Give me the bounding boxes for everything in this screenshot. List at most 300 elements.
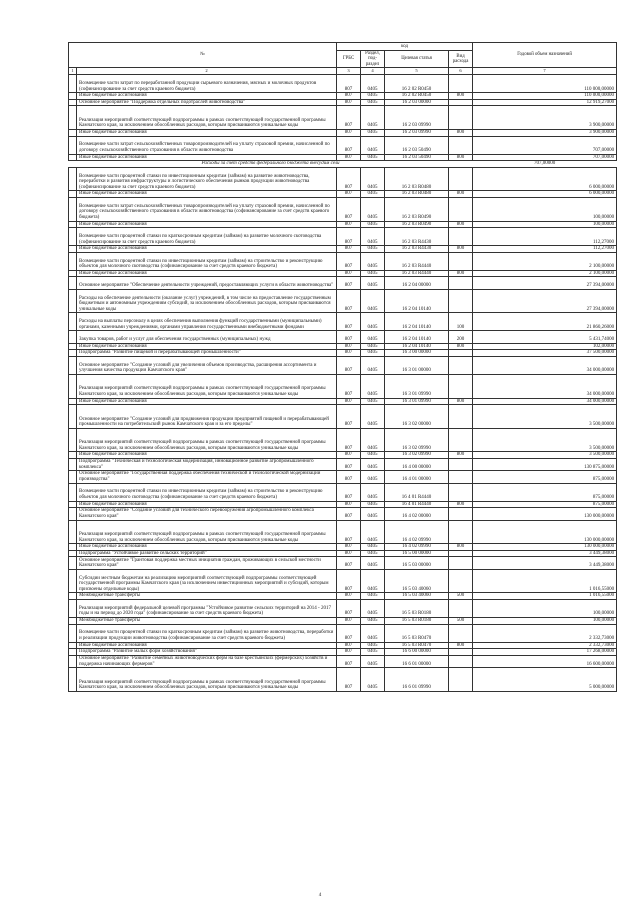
- row-csr: 16 2 03 R0480: [385, 167, 449, 191]
- row-razdel: 0405: [361, 501, 385, 508]
- row-grbs: 807: [337, 343, 361, 350]
- row-vr: [449, 289, 473, 313]
- row-grbs: 807: [337, 458, 361, 470]
- row-vr: [449, 228, 473, 246]
- row-grbs: 807: [337, 600, 361, 618]
- row-csr: 16 3 02 00000: [385, 405, 449, 429]
- table-row: [69, 550, 617, 557]
- row-index-cell: [69, 471, 77, 483]
- row-csr: 16 5 03 R0180: [385, 618, 449, 625]
- row-razdel: 0405: [361, 642, 385, 649]
- row-sum: 102,00000: [473, 343, 617, 350]
- row-name: Основное мероприятие "Грантовая поддержка местных инициатив граждан, проживающих в сельской местности Камчатского края": [77, 557, 337, 569]
- row-razdel: 0405: [361, 398, 385, 405]
- row-index-cell: [69, 246, 77, 253]
- row-index-cell: [69, 167, 77, 191]
- row-vr: 800: [449, 130, 473, 137]
- column-numbers-row: [69, 68, 617, 75]
- row-index-cell: [69, 508, 77, 520]
- row-razdel: 0405: [361, 246, 385, 253]
- row-csr: 16 2 04 10140: [385, 331, 449, 343]
- row-razdel: 0405: [361, 374, 385, 398]
- row-razdel: 0405: [361, 544, 385, 551]
- row-index-cell: [69, 99, 77, 106]
- row-csr: 16 3 02 09990: [385, 428, 449, 452]
- row-grbs: 807: [337, 313, 361, 331]
- row-name: Иные бюджетные ассигнования: [77, 398, 337, 405]
- row-index-cell: [69, 221, 77, 228]
- row-name: Возмещение части затрат по переработанной продукции сырьевого назначения, мясных и молочных продуктов (софинансирование за счет средств краевого бюджета): [77, 75, 337, 93]
- row-grbs: 807: [337, 252, 361, 270]
- row-razdel: 0405: [361, 93, 385, 100]
- row-grbs: 807: [337, 428, 361, 452]
- row-razdel: 0405: [361, 668, 385, 692]
- row-sum: 1 016,55000: [473, 569, 617, 593]
- row-csr: 16 2 03 50490: [385, 136, 449, 154]
- row-vr: 800: [449, 452, 473, 459]
- row-razdel: 0405: [361, 593, 385, 600]
- header-num: №: [69, 43, 337, 68]
- row-index-cell: [69, 154, 77, 161]
- row-razdel: 0405: [361, 508, 385, 520]
- row-name: Подпрограмма "Развитие малых форм хозяйствования": [77, 649, 337, 656]
- colnum: 5: [385, 68, 449, 75]
- row-index-cell: [69, 93, 77, 100]
- table-row: [69, 428, 617, 452]
- row-grbs: 807: [337, 221, 361, 228]
- table-row: [69, 136, 617, 154]
- row-grbs: 807: [337, 331, 361, 343]
- budget-table: [68, 42, 617, 692]
- row-sum: 34 000,00000: [473, 356, 617, 374]
- row-vr: 800: [449, 221, 473, 228]
- row-index-cell: [69, 668, 77, 692]
- row-name: Реализация мероприятий соответствующей подпрограммы в рамках соответствующей государственной программы Камчатского края, за исключением обособленных расходов, которым присваиваются уникальные коды: [77, 106, 337, 130]
- row-name: Закупка товаров, работ и услуг для обеспечения государственных (муниципальных) нужд: [77, 331, 337, 343]
- row-csr: 16 4 02 09990: [385, 544, 449, 551]
- row-grbs: 807: [337, 93, 361, 100]
- row-grbs: 807: [337, 642, 361, 649]
- row-sum: 110 000,00000: [473, 93, 617, 100]
- row-csr: 16 3 01 00000: [385, 356, 449, 374]
- row-name: Иные бюджетные ассигнования: [77, 343, 337, 350]
- row-csr: 16 6 01 00000: [385, 655, 449, 667]
- row-grbs: 807: [337, 655, 361, 667]
- row-name: Реализация мероприятий соответствующей подпрограммы в рамках соответствующей государственной программы Камчатского края, за исключением обособленных расходов, которым присваиваются уникальные коды: [77, 428, 337, 452]
- row-razdel: 0405: [361, 313, 385, 331]
- row-vr: [449, 557, 473, 569]
- row-sum: 21 860,26000: [473, 313, 617, 331]
- row-grbs: 807: [337, 289, 361, 313]
- row-razdel: 0405: [361, 550, 385, 557]
- header-csr: Целевая статья: [385, 51, 449, 68]
- header-grbs: ГРБС: [337, 51, 361, 68]
- row-vr: 800: [449, 544, 473, 551]
- row-razdel: 0405: [361, 75, 385, 93]
- table-row: [69, 374, 617, 398]
- row-grbs: 807: [337, 374, 361, 398]
- row-index-cell: [69, 350, 77, 357]
- row-name: Основное мероприятие "Развитие семейных животноводческих ферм на базе крестьянских (фермерских) хозяйств и поддержка начинающих фермеров": [77, 655, 337, 667]
- row-sum: 875,00000: [473, 501, 617, 508]
- table-row: [69, 154, 617, 161]
- row-index-cell: [69, 501, 77, 508]
- row-vr: [449, 483, 473, 501]
- row-sum: 3 900,00000: [473, 106, 617, 130]
- row-csr: 16 4 02 00000: [385, 508, 449, 520]
- row-sum: 37 500,00000: [473, 350, 617, 357]
- table-row: [69, 252, 617, 270]
- row-name: Возмещение части процентной ставки по инвестиционным кредитам (займам) на развитие животноводства, переработки и развития инфраструктуры и логистического обеспечения рынков продукции животноводства (софинансирование за счет средств краевого бюджета): [77, 167, 337, 191]
- row-grbs: 807: [337, 544, 361, 551]
- row-grbs: 807: [337, 99, 361, 106]
- row-index-cell: [69, 343, 77, 350]
- table-row: [69, 99, 617, 106]
- row-name: Возмещение части процентной ставки по краткосрочным кредитам (займам) на развитие молочного скотоводства (софинансирование за счет средств краевого бюджета): [77, 228, 337, 246]
- row-name: Иные бюджетные ассигнования: [77, 246, 337, 253]
- row-csr: 16 2 02 R0450: [385, 93, 449, 100]
- table-row: [69, 343, 617, 350]
- row-csr: 16 5 03 40060: [385, 569, 449, 593]
- row-sum: 2 100,00000: [473, 252, 617, 270]
- row-vr: [449, 356, 473, 374]
- table-row: [69, 228, 617, 246]
- row-sum: 6 000,00000: [473, 191, 617, 198]
- row-name: Иные бюджетные ассигнования: [77, 270, 337, 277]
- row-razdel: 0405: [361, 228, 385, 246]
- row-sum: 707,00000: [473, 154, 617, 161]
- note-text: Расходы за счет средств федерального бюджета внесудим сели: [69, 161, 473, 168]
- row-sum: 12 919,27000: [473, 99, 617, 106]
- row-grbs: 807: [337, 471, 361, 483]
- row-csr: 16 2 03 09990: [385, 130, 449, 137]
- row-sum: 34 000,00000: [473, 374, 617, 398]
- header-razdel: Раздел, под-раздел: [361, 51, 385, 68]
- row-vr: [449, 350, 473, 357]
- row-grbs: 807: [337, 398, 361, 405]
- colnum: 1: [69, 68, 77, 75]
- row-sum: 3 500,00000: [473, 405, 617, 429]
- row-sum: 130 000,00000: [473, 544, 617, 551]
- row-index-cell: [69, 289, 77, 313]
- row-name: Иные бюджетные ассигнования: [77, 544, 337, 551]
- row-name: Реализация мероприятий соответствующей подпрограммы в рамках соответствующей государственной программы Камчатского края, за исключением обособленных расходов, которым присваиваются уникальные коды: [77, 374, 337, 398]
- row-index-cell: [69, 228, 77, 246]
- row-razdel: 0405: [361, 483, 385, 501]
- row-index-cell: [69, 544, 77, 551]
- table-row: [69, 167, 617, 191]
- row-name: Иные бюджетные ассигнования: [77, 154, 337, 161]
- row-sum: 100,00000: [473, 618, 617, 625]
- row-razdel: 0405: [361, 649, 385, 656]
- row-index-cell: [69, 313, 77, 331]
- row-vr: [449, 136, 473, 154]
- row-grbs: 807: [337, 569, 361, 593]
- row-vr: [449, 520, 473, 544]
- table-row: [69, 458, 617, 470]
- table-row: [69, 93, 617, 100]
- row-vr: [449, 471, 473, 483]
- row-grbs: 807: [337, 270, 361, 277]
- row-csr: 16 6 01 09990: [385, 668, 449, 692]
- row-razdel: 0405: [361, 197, 385, 221]
- row-csr: 16 5 00 00000: [385, 550, 449, 557]
- row-name: Иные бюджетные ассигнования: [77, 130, 337, 137]
- row-grbs: 807: [337, 520, 361, 544]
- row-sum: 2 332,73000: [473, 642, 617, 649]
- row-name: Расходы на обеспечение деятельности (оказание услуг) учреждений, в том числе на предоставление государственным бюджетным и автономным учреждениям субсидий, за исключением обособленных расходов, которым присваиваются уникальные коды: [77, 289, 337, 313]
- row-csr: 16 5 03 40060: [385, 593, 449, 600]
- row-index-cell: [69, 550, 77, 557]
- row-csr: 16 2 04 10140: [385, 313, 449, 331]
- table-row: [69, 405, 617, 429]
- row-razdel: 0405: [361, 191, 385, 198]
- table-row: [69, 508, 617, 520]
- row-name: Межбюджетные трансферты: [77, 618, 337, 625]
- row-razdel: 0405: [361, 221, 385, 228]
- row-razdel: 0405: [361, 655, 385, 667]
- row-sum: 3 500,00000: [473, 452, 617, 459]
- row-csr: 16 5 03 R0470: [385, 624, 449, 642]
- row-razdel: 0405: [361, 99, 385, 106]
- row-vr: 800: [449, 191, 473, 198]
- row-csr: 16 2 03 R0480: [385, 191, 449, 198]
- row-index-cell: [69, 75, 77, 93]
- row-vr: 100: [449, 313, 473, 331]
- row-csr: 16 4 02 09990: [385, 520, 449, 544]
- row-name: Межбюджетные трансферты: [77, 593, 337, 600]
- row-name: Иные бюджетные ассигнования: [77, 501, 337, 508]
- row-name: Реализация мероприятий соответствующей подпрограммы в рамках соответствующей государственной программы Камчатского края, за исключением обособленных расходов, которым присваиваются уникальные коды: [77, 520, 337, 544]
- row-razdel: 0405: [361, 471, 385, 483]
- row-vr: 800: [449, 642, 473, 649]
- table-row: [69, 130, 617, 137]
- row-name: Основное мероприятие "Обеспечение деятельности учреждений, предоставляющих услуги в области животноводства": [77, 277, 337, 289]
- row-name: Возмещение части процентной ставки по инвестиционным кредитам (займам) на строительство и реконструкцию объектов для молочного скотоводства (софинансирование за счет средств краевого бюджета): [77, 252, 337, 270]
- row-sum: 130 000,00000: [473, 520, 617, 544]
- row-grbs: 807: [337, 356, 361, 374]
- row-index-cell: [69, 252, 77, 270]
- row-grbs: 807: [337, 452, 361, 459]
- row-sum: 707,00000: [473, 136, 617, 154]
- header-vr: Вид расхода: [449, 51, 473, 68]
- row-name: Возмещение части процентной ставки по краткосрочным кредитам (займам) на развитие животноводства, переработки и реализации продукции животноводства (софинансирование за счет средств краевого бюджета): [77, 624, 337, 642]
- row-csr: 16 6 00 00000: [385, 649, 449, 656]
- row-csr: 16 2 04 00000: [385, 277, 449, 289]
- row-razdel: 0405: [361, 343, 385, 350]
- row-vr: [449, 550, 473, 557]
- row-vr: [449, 252, 473, 270]
- row-vr: 200: [449, 331, 473, 343]
- row-grbs: 807: [337, 624, 361, 642]
- table-body: [69, 75, 617, 692]
- row-index-cell: [69, 130, 77, 137]
- row-sum: 875,00000: [473, 471, 617, 483]
- row-name: Реализация мероприятий федеральной целевой программы "Устойчивое развитие сельских территорий на 2014 - 2017 годы и на период до 2020 года" (софинансирование за счет средств краевого бюджета): [77, 600, 337, 618]
- row-csr: 16 2 04 10140: [385, 289, 449, 313]
- row-razdel: 0405: [361, 520, 385, 544]
- note-sum: 707,00000: [473, 161, 617, 168]
- row-grbs: 807: [337, 167, 361, 191]
- table-row: [69, 520, 617, 544]
- row-grbs: 807: [337, 228, 361, 246]
- row-vr: [449, 277, 473, 289]
- table-row: [69, 544, 617, 551]
- row-vr: [449, 668, 473, 692]
- row-vr: [449, 99, 473, 106]
- row-sum: 875,00000: [473, 483, 617, 501]
- table-row: [69, 471, 617, 483]
- document-page: [68, 42, 616, 692]
- row-vr: [449, 75, 473, 93]
- row-csr: 16 2 03 R0490: [385, 221, 449, 228]
- row-sum: 17 268,00000: [473, 649, 617, 656]
- row-name: Подпрограмма "Развитие пищевой и перерабатывающей промышленности": [77, 350, 337, 357]
- row-vr: [449, 374, 473, 398]
- row-name: Иные бюджетные ассигнования: [77, 642, 337, 649]
- row-index-cell: [69, 106, 77, 130]
- row-name: Подпрограмма "Устойчивое развитие сельских территорий": [77, 550, 337, 557]
- colnum: 3: [337, 68, 361, 75]
- row-csr: 16 2 04 10140: [385, 343, 449, 350]
- row-grbs: 807: [337, 154, 361, 161]
- row-name: Иные бюджетные ассигнования: [77, 221, 337, 228]
- row-vr: 800: [449, 270, 473, 277]
- row-vr: [449, 197, 473, 221]
- header-code: код: [337, 43, 473, 51]
- row-sum: 34 000,00000: [473, 398, 617, 405]
- row-grbs: 807: [337, 130, 361, 137]
- row-vr: [449, 508, 473, 520]
- row-sum: 3 900,00000: [473, 130, 617, 137]
- row-name: Иные бюджетные ассигнования: [77, 191, 337, 198]
- row-name: Возмещение части затрат сельскохозяйственных товаропроизводителей на уплату страховой премии, начисленной по договору сельскохозяйственного страхования в области животноводства (софинансирование за счет средств краевого бюджета): [77, 197, 337, 221]
- row-name: Возмещение части затрат сельскохозяйственных товаропроизводителей на уплату страховой премии, начисленной по договору сельскохозяйственного страхования в области животноводства: [77, 136, 337, 154]
- row-vr: 800: [449, 343, 473, 350]
- row-csr: 16 4 01 00000: [385, 471, 449, 483]
- row-csr: 16 3 00 00000: [385, 350, 449, 357]
- table-row: [69, 668, 617, 692]
- row-sum: 100,00000: [473, 600, 617, 618]
- row-index-cell: [69, 483, 77, 501]
- row-index-cell: [69, 374, 77, 398]
- row-index-cell: [69, 569, 77, 593]
- row-index-cell: [69, 356, 77, 374]
- row-sum: 3 449,38000: [473, 550, 617, 557]
- row-razdel: 0405: [361, 618, 385, 625]
- row-razdel: 0405: [361, 252, 385, 270]
- row-sum: 130 875,00000: [473, 458, 617, 470]
- row-name: Основное мероприятие "Государственная поддержка обеспечения технической и технологической модернизации производства": [77, 471, 337, 483]
- table-row: [69, 642, 617, 649]
- row-vr: [449, 428, 473, 452]
- row-vr: [449, 167, 473, 191]
- row-vr: [449, 569, 473, 593]
- row-razdel: 0405: [361, 289, 385, 313]
- row-index-cell: [69, 557, 77, 569]
- table-row: [69, 191, 617, 198]
- row-csr: 16 2 03 50490: [385, 154, 449, 161]
- row-csr: 16 2 03 R4440: [385, 270, 449, 277]
- table-row: [69, 313, 617, 331]
- row-index-cell: [69, 642, 77, 649]
- row-index-cell: [69, 270, 77, 277]
- row-razdel: 0405: [361, 405, 385, 429]
- row-razdel: 0405: [361, 106, 385, 130]
- row-razdel: 0405: [361, 428, 385, 452]
- row-index-cell: [69, 520, 77, 544]
- row-grbs: 807: [337, 277, 361, 289]
- row-csr: 16 2 03 R4440: [385, 252, 449, 270]
- row-sum: 3 449,38000: [473, 557, 617, 569]
- table-row: [69, 600, 617, 618]
- row-vr: [449, 624, 473, 642]
- row-grbs: 807: [337, 593, 361, 600]
- table-row: [69, 655, 617, 667]
- row-index-cell: [69, 655, 77, 667]
- table-row: [69, 649, 617, 656]
- row-csr: 16 5 03 R0180: [385, 600, 449, 618]
- row-csr: 16 2 02 R0450: [385, 75, 449, 93]
- row-index-cell: [69, 600, 77, 618]
- row-razdel: 0405: [361, 452, 385, 459]
- page-number: 4: [318, 893, 322, 898]
- row-csr: 16 4 01 R4440: [385, 483, 449, 501]
- row-sum: 6 000,00000: [473, 167, 617, 191]
- row-index-cell: [69, 452, 77, 459]
- row-vr: [449, 405, 473, 429]
- row-csr: 16 3 01 09990: [385, 374, 449, 398]
- row-name: Реализация мероприятий соответствующей подпрограммы в рамках соответствующей государственной программы Камчатского края, за исключением обособленных расходов, которым присваиваются уникальные коды: [77, 668, 337, 692]
- row-name: Основное мероприятие "Создание условий для технического перевооружения агропромышленного комплекса Камчатского края": [77, 508, 337, 520]
- row-sum: 100,00000: [473, 221, 617, 228]
- table-row: [69, 398, 617, 405]
- table-row: [69, 246, 617, 253]
- row-index-cell: [69, 593, 77, 600]
- table-row: [69, 106, 617, 130]
- row-csr: 16 2 03 R0490: [385, 197, 449, 221]
- row-sum: 1 016,55000: [473, 593, 617, 600]
- row-index-cell: [69, 197, 77, 221]
- row-csr: 16 4 00 00000: [385, 458, 449, 470]
- row-name: Основное мероприятие "Создание условий для увеличения объемов производства, расширения ассортимента и улучшения качества продукции Камчатского края": [77, 356, 337, 374]
- row-name: Иные бюджетные ассигнования: [77, 93, 337, 100]
- table-row: [69, 483, 617, 501]
- row-grbs: 807: [337, 501, 361, 508]
- row-grbs: 807: [337, 191, 361, 198]
- row-sum: 3 500,00000: [473, 428, 617, 452]
- row-csr: 16 5 03 00000: [385, 557, 449, 569]
- header-sum: Годовой объем назначений: [473, 43, 617, 68]
- row-razdel: 0405: [361, 270, 385, 277]
- row-razdel: 0405: [361, 277, 385, 289]
- row-csr: 16 5 03 R0470: [385, 642, 449, 649]
- row-razdel: 0405: [361, 569, 385, 593]
- row-sum: 16 600,00000: [473, 655, 617, 667]
- row-name: Возмещение части процентной ставки по инвестиционным кредитам (займам) на строительство и реконструкцию объектов для молочного скотоводства (софинансирование за счет средств краевого бюджета): [77, 483, 337, 501]
- row-sum: 112,27000: [473, 228, 617, 246]
- row-sum: 110 000,00000: [473, 75, 617, 93]
- row-csr: 16 2 03 00000: [385, 99, 449, 106]
- row-sum: 100,00000: [473, 197, 617, 221]
- row-csr: 16 3 01 09990: [385, 398, 449, 405]
- colnum: 4: [361, 68, 385, 75]
- table-row: [69, 331, 617, 343]
- row-razdel: 0405: [361, 136, 385, 154]
- row-vr: [449, 106, 473, 130]
- row-razdel: 0405: [361, 557, 385, 569]
- row-vr: 800: [449, 501, 473, 508]
